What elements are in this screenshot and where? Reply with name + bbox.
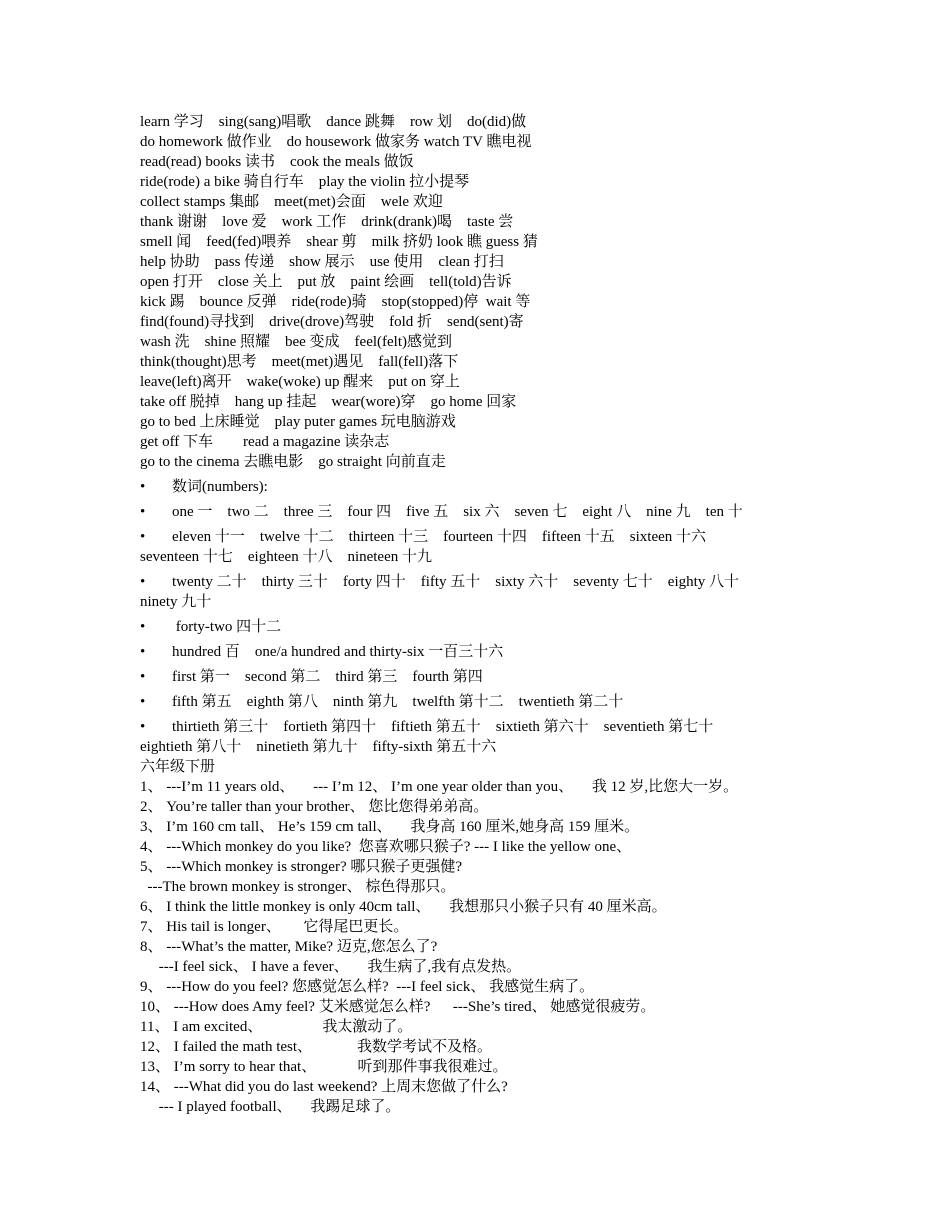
bullet-icon: • [140,529,146,545]
numbers-heading: 数词(numbers): [172,479,268,495]
vocab-line: think(thought)思考 meet(met)遇见 fall(fell)落下 [140,354,459,370]
vocab-line: find(found)寻找到 drive(drove)驾驶 fold 折 send(sent)寄 [140,314,524,330]
document-page [140,112,812,1117]
sentence-line: 13、 I’m sorry to hear that、 听到那件事我很难过。 [140,1059,508,1075]
vocab-line: get off 下车 read a magazine 读杂志 [140,434,390,450]
sentence-line: 10、 ---How does Amy feel? 艾米感觉怎么样? ---She’s tired、 她感觉很疲劳。 [140,999,656,1015]
bullet-item [140,717,812,737]
number-line: forty-two 四十二 [172,619,282,635]
bullet-icon: • [140,719,146,735]
number-line-continued: seventeen 十七 eighteen 十八 nineteen 十九 [140,549,433,565]
vocab-line: leave(left)离开 wake(woke) up 醒来 put on 穿上 [140,374,460,390]
sentence-line: ---I feel sick、 I have a fever、 我生病了,我有点发热。 [140,959,522,975]
numbers-list [140,477,812,757]
sentence-line: 4、 ---Which monkey do you like? 您喜欢哪只猴子? --- I like the yellow one、 [140,839,632,855]
bullet-item [140,617,812,637]
bullet-item [140,667,812,687]
sentence-line: 12、 I failed the math test、 我数学考试不及格。 [140,1039,493,1055]
vocab-line: open 打开 close 关上 put 放 paint 绘画 tell(told)告诉 [140,274,512,290]
vocab-line: ride(rode) a bike 骑自行车 play the violin 拉小提琴 [140,174,470,190]
number-line-continued: ninety 九十 [140,594,212,610]
number-line: first 第一 second 第二 third 第三 fourth 第四 [172,669,483,685]
number-line: twenty 二十 thirty 三十 forty 四十 fifty 五十 sixty 六十 seventy 七十 eighty 八十 [172,574,740,590]
number-line: hundred 百 one/a hundred and thirty-six 一百三十六 [172,644,504,660]
sentence-line: ---The brown monkey is stronger、 棕色得那只。 [140,879,456,895]
sentence-line: 9、 ---How do you feel? 您感觉怎么样? ---I feel sick、 我感觉生病了。 [140,979,595,995]
sentence-line: 14、 ---What did you do last weekend? 上周末您做了什么? [140,1079,508,1095]
bullet-item [140,502,812,522]
number-line-continued: eightieth 第八十 ninetieth 第九十 fifty-sixth 第五十六 [140,739,497,755]
bullet-item [140,572,812,592]
vocab-line: help 协助 pass 传递 show 展示 use 使用 clean 打扫 [140,254,504,270]
sentences-section [140,757,812,1117]
sentence-line: --- I played football、 我踢足球了。 [140,1099,401,1115]
sentence-line: 5、 ---Which monkey is stronger? 哪只猴子更强健? [140,859,463,875]
vocab-line: read(read) books 读书 cook the meals 做饭 [140,154,414,170]
vocab-line: thank 谢谢 love 爱 work 工作 drink(drank)喝 taste 尝 [140,214,514,230]
sentence-line: 7、 His tail is longer、 它得尾巴更长。 [140,919,409,935]
bullet-icon: • [140,619,146,635]
bullet-icon: • [140,574,146,590]
sentence-line: 8、 ---What’s the matter, Mike? 迈克,您怎么了? [140,939,438,955]
verb-vocabulary-list [140,112,812,472]
bullet-item [140,692,812,712]
sentence-line: 6、 I think the little monkey is only 40cm tall、 我想那只小猴子只有 40 厘米高。 [140,899,667,915]
vocab-line: do homework 做作业 do housework 做家务 watch TV 瞧电视 [140,134,532,150]
bullet-icon: • [140,479,146,495]
vocab-line: go to the cinema 去瞧电影 go straight 向前直走 [140,454,446,470]
number-line: thirtieth 第三十 fortieth 第四十 fiftieth 第五十 sixtieth 第六十 seventieth 第七十 [172,719,714,735]
bullet-item [140,642,812,662]
bullet-icon: • [140,669,146,685]
bullet-icon: • [140,694,146,710]
sentence-line: 1、 ---I’m 11 years old、 --- I’m 12、 I’m one year older than you、 我 12 岁,比您大一岁。 [140,779,739,795]
vocab-line: go to bed 上床睡觉 play puter games 玩电脑游戏 [140,414,456,430]
number-line: one 一 two 二 three 三 four 四 five 五 six 六 seven 七 eight 八 nine 九 ten 十 [172,504,743,520]
vocab-line: kick 踢 bounce 反弹 ride(rode)骑 stop(stopped)停 wait 等 [140,294,531,310]
bullet-icon: • [140,504,146,520]
vocab-line: wash 洗 shine 照耀 bee 变成 feel(felt)感觉到 [140,334,453,350]
bullet-item [140,527,812,547]
sentence-line: 11、 I am excited、 我太激动了。 [140,1019,413,1035]
bullet-icon: • [140,644,146,660]
vocab-line: learn 学习 sing(sang)唱歌 dance 跳舞 row 划 do(did)做 [140,114,527,130]
number-line: fifth 第五 eighth 第八 ninth 第九 twelfth 第十二 twentieth 第二十 [172,694,624,710]
bullet-item [140,477,812,497]
vocab-line: collect stamps 集邮 meet(met)会面 wele 欢迎 [140,194,443,210]
section-title: 六年级下册 [140,759,216,775]
vocab-line: take off 脱掉 hang up 挂起 wear(wore)穿 go home 回家 [140,394,517,410]
sentence-line: 2、 You’re taller than your brother、 您比您得弟弟高。 [140,799,489,815]
vocab-line: smell 闻 feed(fed)喂养 shear 剪 milk 挤奶 look 瞧 guess 猜 [140,234,538,250]
sentence-line: 3、 I’m 160 cm tall、 He’s 159 cm tall、 我身高 160 厘米,她身高 159 厘米。 [140,819,640,835]
number-line: eleven 十一 twelve 十二 thirteen 十三 fourteen 十四 fifteen 十五 sixteen 十六 [172,529,707,545]
